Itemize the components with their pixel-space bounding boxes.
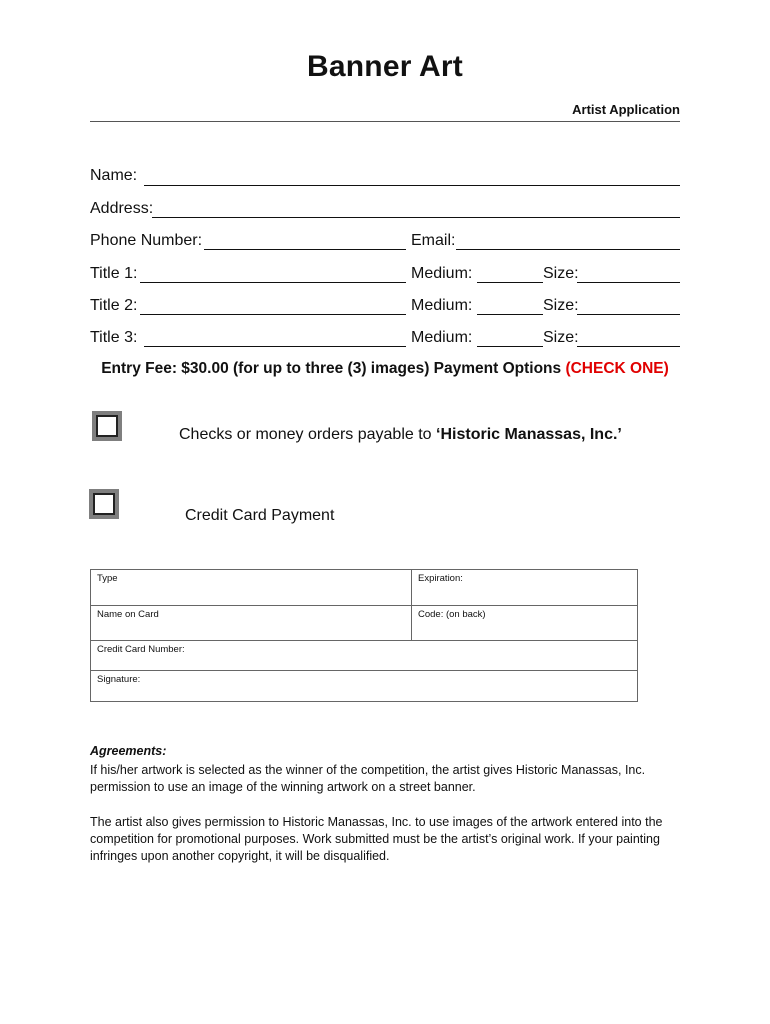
checks-payee: ‘Historic Manassas, Inc.’: [436, 426, 622, 443]
medium1-field[interactable]: [477, 282, 543, 283]
size2-label: Size:: [543, 297, 579, 314]
page-title: Banner Art: [307, 50, 463, 83]
medium1-label: Medium:: [411, 265, 473, 282]
address-label: Address:: [90, 200, 154, 217]
header-divider: [90, 121, 680, 122]
title2-field[interactable]: [140, 314, 406, 315]
size1-field[interactable]: [577, 282, 680, 283]
agreements-paragraph-1: If his/her artwork is selected as the winner of the competition, the artist gives Historic Manassas, Inc. permission to use an image of the winning artwork on a street banner.: [90, 763, 646, 794]
size3-field[interactable]: [577, 346, 680, 347]
check-one-label: (CHECK ONE): [565, 360, 669, 377]
phone-field[interactable]: [204, 249, 406, 250]
title2-label: Title 2:: [90, 297, 138, 314]
title3-label: Title 3:: [90, 329, 138, 346]
size3-label: Size:: [543, 329, 579, 346]
title3-field[interactable]: [144, 346, 406, 347]
signature-cell[interactable]: [91, 671, 638, 702]
medium2-field[interactable]: [477, 314, 543, 315]
agreements-heading: Agreements:: [90, 744, 167, 758]
credit-card-checkbox[interactable]: [89, 489, 119, 519]
card-number-label: Credit Card Number:: [97, 644, 185, 655]
card-type-label: Type: [97, 573, 118, 584]
page-subtitle: Artist Application: [572, 102, 680, 117]
checks-option-prefix: Checks or money orders payable to: [179, 426, 437, 443]
credit-card-checkbox-box: [93, 493, 115, 515]
agreements-paragraph-2: The artist also gives permission to Historic Manassas, Inc. to use images of the artwork entered into the competition for promotional purposes. Work submitted must be the artist’s original work. If your painting infringes upon another copyright, it will be disqualified.: [90, 815, 663, 863]
code-label: Code: (on back): [418, 609, 486, 620]
name-on-card-label: Name on Card: [97, 609, 159, 620]
expiration-cell[interactable]: [412, 570, 638, 606]
title1-label: Title 1:: [90, 265, 138, 282]
email-label: Email:: [411, 232, 456, 249]
checks-checkbox-box: [96, 415, 118, 437]
address-field[interactable]: [152, 217, 680, 218]
checks-checkbox[interactable]: [92, 411, 122, 441]
name-on-card-cell[interactable]: [91, 606, 412, 641]
credit-card-option-label: Credit Card Payment: [185, 507, 335, 524]
credit-card-table: [90, 569, 638, 702]
checks-option-label: [179, 426, 622, 444]
name-label: Name:: [90, 167, 138, 184]
card-type-cell[interactable]: [91, 570, 412, 606]
code-cell[interactable]: [412, 606, 638, 641]
entry-fee-line: [0, 360, 770, 378]
card-number-cell[interactable]: [91, 641, 638, 671]
entry-fee-text: Entry Fee: $30.00 (for up to three (3) images) Payment Options: [101, 360, 566, 377]
expiration-label: Expiration:: [418, 573, 463, 584]
signature-label: Signature:: [97, 674, 141, 685]
email-field[interactable]: [456, 249, 680, 250]
medium2-label: Medium:: [411, 297, 473, 314]
title1-field[interactable]: [140, 282, 406, 283]
phone-label: Phone Number:: [90, 232, 203, 249]
medium3-field[interactable]: [477, 346, 543, 347]
medium3-label: Medium:: [411, 329, 473, 346]
name-field[interactable]: [144, 185, 680, 186]
size1-label: Size:: [543, 265, 579, 282]
size2-field[interactable]: [577, 314, 680, 315]
